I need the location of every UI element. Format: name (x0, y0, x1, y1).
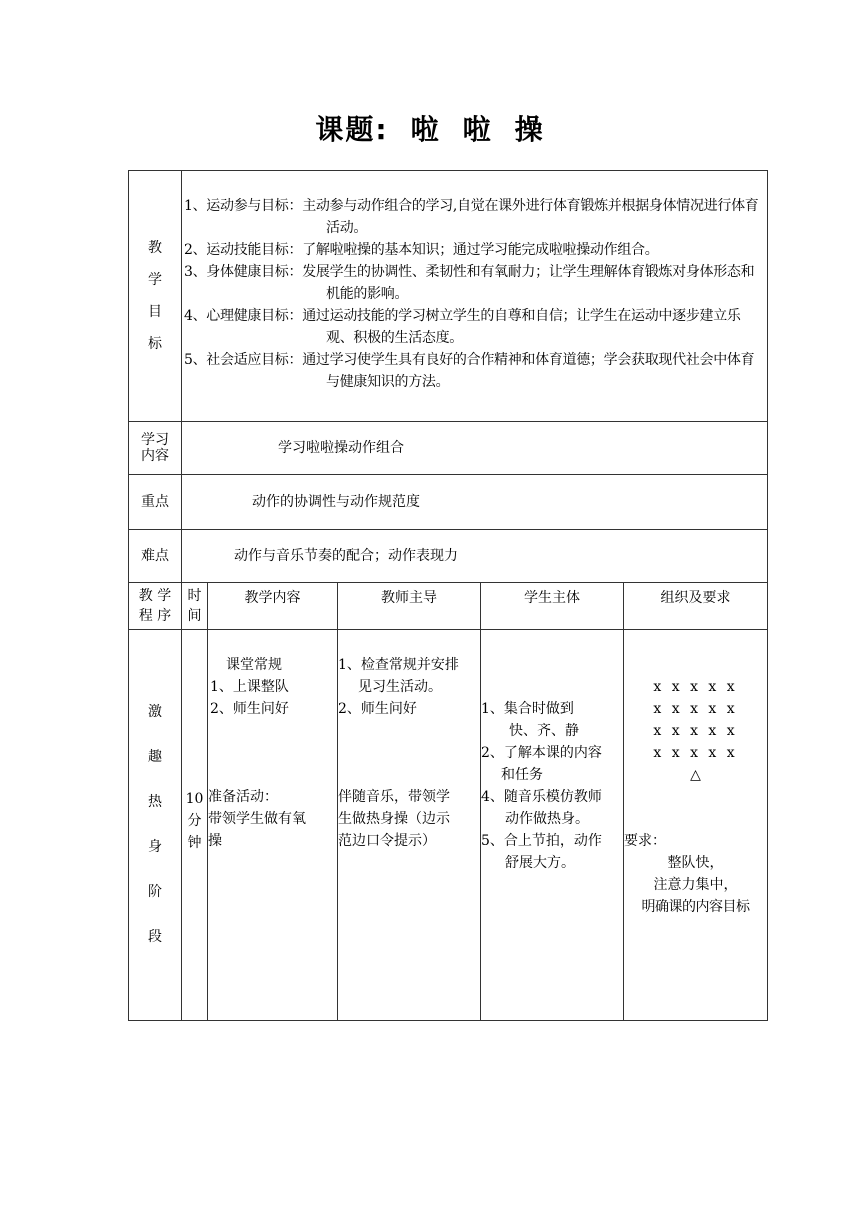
objective-item: 5、社会适应目标：通过学习使学生具有良好的合作精神和体育道德；学会获取现代社会中体育与健康知识的方法。 (184, 352, 755, 390)
difficulty-label: 难点 (129, 530, 182, 583)
objective-item: 3、身体健康目标：发展学生的协调性、柔韧性和有氧耐力；让学生理解体育锻炼对身体形态和机能的影响。 (184, 264, 755, 302)
objective-item: 4、心理健康目标：通过运动技能的学习树立学生的自尊和自信；让学生在运动中逐步建立乐观、积极的生活态度。 (184, 308, 741, 346)
title-char: 啦 (410, 113, 441, 146)
title-prefix: 课题: (315, 113, 389, 146)
student-item: 快、齐、静 (509, 723, 579, 739)
teacher-item: 1、检查常规并安排 (338, 657, 459, 673)
student-item: 1、集合时做到 (481, 701, 574, 717)
requirement-item: 注意力集中， (653, 877, 738, 893)
header-time: 时 间 (182, 583, 208, 630)
teacher-item: 生做热身操（边示 (338, 811, 450, 827)
phase-label: 激 趣 热 身 阶 段 (129, 630, 182, 1021)
objectives-label: 教 学 目 标 (129, 171, 182, 422)
requirements-title: 要求： (624, 833, 666, 849)
formation-row: x x x x x (653, 723, 738, 739)
page-title (0, 108, 860, 148)
teacher-item: 伴随音乐，带领学 (338, 789, 450, 805)
header-org: 组织及要求 (624, 583, 768, 630)
formation-row: x x x x x (653, 679, 738, 695)
phase-time: 10 分 钟 (182, 630, 208, 1021)
column-header-row (129, 583, 768, 630)
student-item: 5、合上节拍，动作 (481, 833, 602, 849)
difficulty-row (129, 530, 768, 583)
title-char: 操 (514, 113, 545, 146)
objective-item: 2、运动技能目标：了解啦啦操的基本知识；通过学习能完成啦啦操动作组合。 (184, 242, 659, 258)
objective-item: 1、运动参与目标：主动参与动作组合的学习,自觉在课外进行体育锻炼并根据身体情况进行体育活动。 (184, 198, 759, 236)
prep-title: 准备活动： (208, 789, 278, 805)
teacher-item: 见习生活动。 (358, 679, 442, 695)
requirement-item: 整队快， (667, 855, 724, 871)
student-item: 2、了解本课的内容 (481, 745, 602, 761)
title-char: 啦 (462, 113, 493, 146)
key-point-value: 动作的协调性与动作规范度 (182, 475, 768, 530)
student-item: 和任务 (501, 767, 543, 783)
learning-content-value: 学习啦啦操动作组合 (182, 422, 768, 475)
learning-content-label: 学习 内容 (129, 422, 182, 475)
objectives-row (129, 171, 768, 422)
phase-student (481, 630, 624, 1021)
phase-org (624, 630, 768, 1021)
prep-text: 带领学生做有氧 (208, 811, 306, 827)
key-point-row (129, 475, 768, 530)
student-item: 舒展大方。 (505, 855, 575, 871)
routine-item: 2、师生问好 (210, 701, 289, 717)
warmup-phase-row (129, 630, 768, 1021)
student-item: 4、随音乐模仿教师 (481, 789, 602, 805)
phase-content (208, 630, 338, 1021)
routine-item: 1、上课整队 (210, 679, 289, 695)
learning-content-row (129, 422, 768, 475)
formation-row: x x x x x (653, 745, 738, 761)
routine-title: 课堂常规 (226, 657, 282, 673)
key-point-label: 重点 (129, 475, 182, 530)
header-program: 教 学 程 序 (129, 583, 182, 630)
header-student: 学生主体 (481, 583, 624, 630)
phase-teacher (338, 630, 481, 1021)
difficulty-value: 动作与音乐节奏的配合；动作表现力 (182, 530, 768, 583)
header-teacher: 教师主导 (338, 583, 481, 630)
teacher-position-icon: △ (690, 767, 701, 783)
header-content: 教学内容 (208, 583, 338, 630)
objectives-list (182, 171, 768, 422)
student-item: 动作做热身。 (505, 811, 589, 827)
lesson-plan-table (128, 170, 768, 1021)
teacher-item: 范边口令提示） (338, 833, 436, 849)
prep-text: 操 (208, 833, 222, 849)
teacher-item: 2、师生问好 (338, 701, 417, 717)
formation-row: x x x x x (653, 701, 738, 717)
requirement-item: 明确课的内容目标 (641, 899, 750, 915)
